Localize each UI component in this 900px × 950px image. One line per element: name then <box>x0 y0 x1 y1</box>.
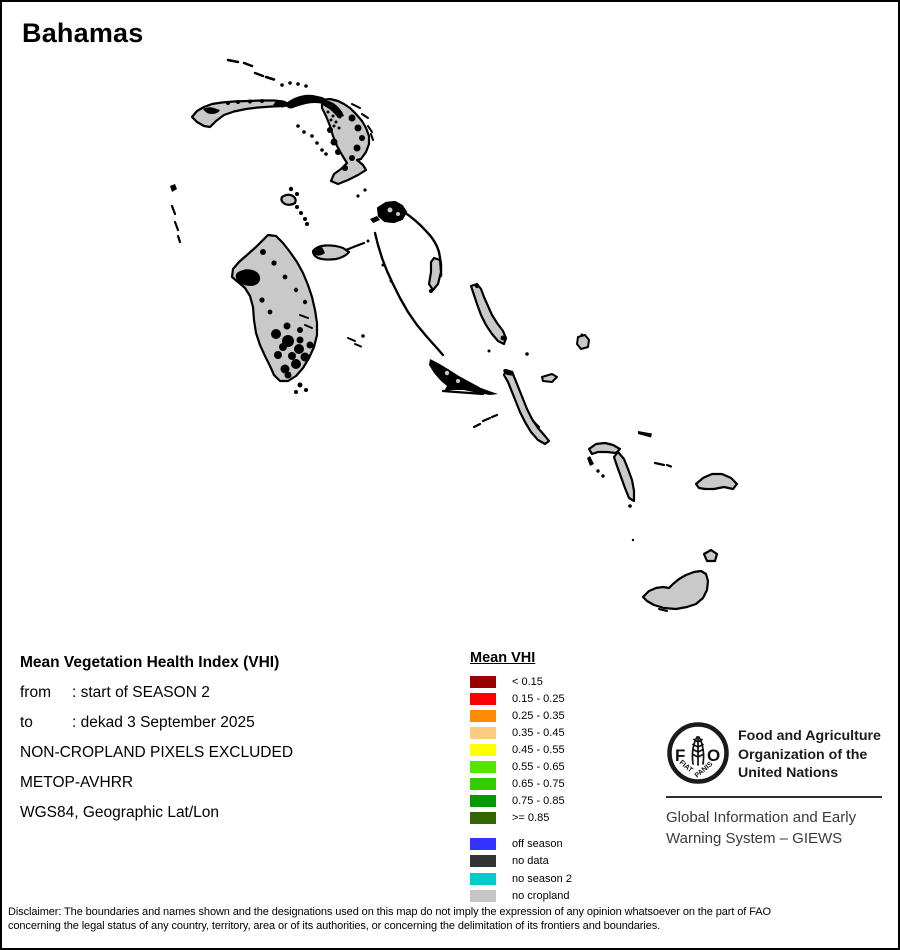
fao-letter-o: O <box>707 746 721 765</box>
info-period-row <box>20 708 460 738</box>
legend-label: 0.55 - 0.65 <box>512 760 565 773</box>
legend-swatch <box>470 795 496 807</box>
legend-row <box>470 835 650 853</box>
island-bimini <box>170 184 180 242</box>
island-little-inagua <box>632 539 717 561</box>
legend-swatch <box>470 778 496 790</box>
legend-row <box>470 809 650 826</box>
island-berry-islands <box>281 188 366 226</box>
info-line: METOP-AVHRR <box>20 774 134 791</box>
info-period-label: from <box>20 684 51 701</box>
island-rum-cay <box>525 352 557 382</box>
legend-swatch <box>470 890 496 902</box>
fao-motto-panis: PANIS <box>693 760 715 780</box>
legend-swatch <box>470 693 496 705</box>
legend-swatch <box>470 761 496 773</box>
legend-label: off season <box>512 837 563 850</box>
legend-swatch <box>470 855 496 867</box>
legend-swatch <box>470 744 496 756</box>
legend-swatch <box>470 812 496 824</box>
island-grand-bahama <box>192 99 290 127</box>
legend-title: Mean VHI <box>470 650 536 666</box>
fao-motto-fiat: FIAT <box>677 759 694 775</box>
legend-label: 0.25 - 0.35 <box>512 709 565 722</box>
fao-block <box>666 721 882 849</box>
vhi-legend <box>470 650 650 905</box>
legend-row <box>470 673 650 690</box>
legend-swatch <box>470 873 496 885</box>
legend-label: 0.75 - 0.85 <box>512 794 565 807</box>
fao-org-line: United Nations <box>738 765 839 781</box>
legend-label: 0.35 - 0.45 <box>512 726 565 739</box>
info-period-label: to <box>20 714 33 731</box>
giews-line: Global Information and Early <box>666 809 857 826</box>
giews-line: Warning System – GIEWS <box>666 830 843 847</box>
fao-org-line: Organization of the <box>738 746 868 763</box>
legend-class-list <box>470 673 650 826</box>
info-extra-lines <box>20 738 460 828</box>
legend-row <box>470 792 650 809</box>
legend-label: 0.65 - 0.75 <box>512 777 565 790</box>
legend-label: no cropland <box>512 890 570 903</box>
legend-label: no data <box>512 855 549 868</box>
island-new-providence <box>313 240 370 260</box>
legend-row <box>470 724 650 741</box>
info-line: NON-CROPLAND PIXELS EXCLUDED <box>20 744 294 761</box>
legend-swatch <box>470 710 496 722</box>
legend-extras-list <box>470 835 650 905</box>
legend-row <box>470 870 650 888</box>
island-cat-island <box>471 284 506 353</box>
legend-label: 0.15 - 0.25 <box>512 692 565 705</box>
legend-swatch <box>470 838 496 850</box>
island-long-island <box>474 369 549 444</box>
legend-row <box>470 853 650 871</box>
disclaimer-line: concerning the legal status of any country, territory, area or of its authorities, or concerning the delimitation of its frontiers and boundaries. <box>8 920 661 932</box>
info-period-value: : dekad 3 September 2025 <box>72 714 255 731</box>
island-mayaguana <box>696 474 737 489</box>
fao-letter-f: F <box>675 746 686 765</box>
island-san-salvador <box>577 334 589 350</box>
legend-swatch <box>470 727 496 739</box>
island-plana-cays <box>655 463 671 467</box>
map-info-block <box>20 648 460 828</box>
info-period-row <box>20 678 460 708</box>
island-andros <box>232 235 365 394</box>
legend-row <box>470 741 650 758</box>
disclaimer-line: Disclaimer: The boundaries and names shown and the designations used on this map do not imply the expression of any opinion whatsoever on the part of FAO <box>8 906 771 918</box>
fao-org-line: Food and Agriculture <box>738 728 881 744</box>
fao-org-name <box>738 727 881 783</box>
island-samana-cay <box>638 431 652 438</box>
fao-logo-icon <box>666 721 730 785</box>
legend-row <box>470 758 650 775</box>
info-period-value: : start of SEASON 2 <box>72 684 210 701</box>
island-crooked-acklins <box>587 431 671 508</box>
legend-row <box>470 888 650 906</box>
legend-row <box>470 775 650 792</box>
fao-divider <box>666 796 882 798</box>
disclaimer-text <box>8 905 894 933</box>
legend-label: no season 2 <box>512 872 572 885</box>
island-great-abaco <box>289 99 373 196</box>
page-title: Bahamas <box>22 18 144 48</box>
info-line: WGS84, Geographic Lat/Lon <box>20 804 220 821</box>
info-period-rows <box>20 678 460 738</box>
legend-label: 0.45 - 0.55 <box>512 743 565 756</box>
legend-label: < 0.15 <box>512 675 543 688</box>
legend-row <box>470 690 650 707</box>
island-eleuthera <box>370 202 441 293</box>
abaco-northern-cays <box>228 60 308 88</box>
info-title: Mean Vegetation Health Index (VHI) <box>20 654 280 671</box>
giews-label <box>666 807 882 849</box>
island-great-inagua <box>643 571 708 611</box>
legend-row <box>470 707 650 724</box>
legend-label: >= 0.85 <box>512 811 550 824</box>
legend-swatch <box>470 676 496 688</box>
